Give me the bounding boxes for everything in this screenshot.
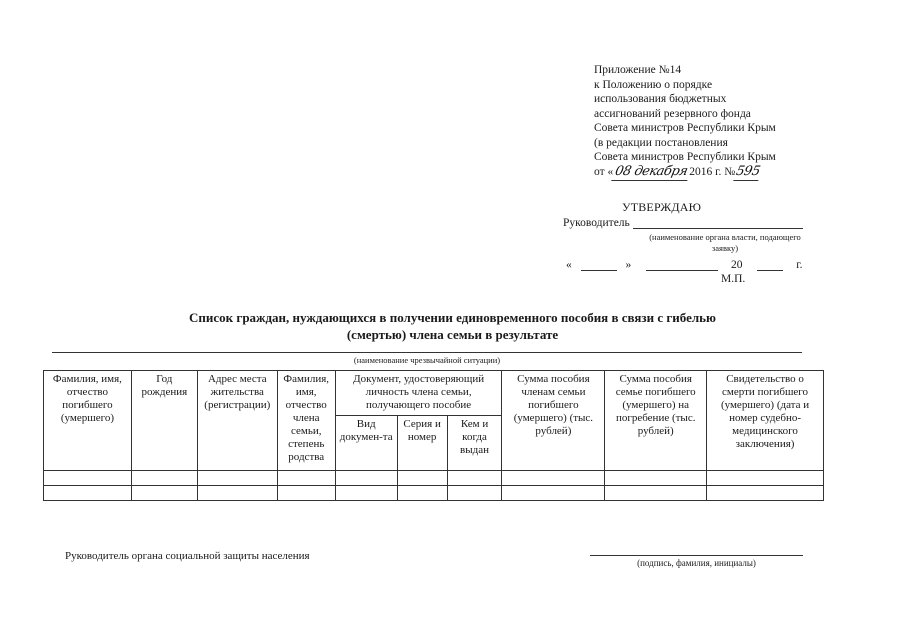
month-blank xyxy=(646,270,718,271)
signature-line xyxy=(590,555,803,556)
table-cell[interactable] xyxy=(605,471,707,486)
header-doc-issued: Кем и когда выдан xyxy=(447,416,502,471)
head-signature-line xyxy=(633,228,803,229)
table-cell[interactable] xyxy=(44,486,132,501)
table-cell[interactable] xyxy=(397,486,447,501)
appendix-line: Совета министров Республики Крым xyxy=(594,122,776,134)
header-birth: Год рождения xyxy=(131,371,197,471)
table-cell[interactable] xyxy=(277,471,335,486)
handwritten-date: 08 декабря xyxy=(612,165,691,181)
appendix-line: Приложение №14 xyxy=(594,64,682,76)
approval-head-row xyxy=(563,217,803,229)
appendix-line: Совета министров Республики Крым xyxy=(594,151,776,163)
table-row xyxy=(44,471,824,486)
header-doc-series: Серия и номер xyxy=(397,416,447,471)
table-cell[interactable] xyxy=(197,486,277,501)
appendix-date-line xyxy=(594,165,776,181)
head-label: Руководитель xyxy=(563,217,630,229)
date-prefix: от « xyxy=(594,165,614,178)
signature-note: (подпись, фамилия, инициалы) xyxy=(637,558,756,568)
table-cell[interactable] xyxy=(335,471,397,486)
appendix-line: к Положению о порядке xyxy=(594,78,713,91)
table-cell[interactable] xyxy=(502,486,605,501)
title-line-1: Список граждан, нуждающихся в получении единовременного пособия в связи с гибелью xyxy=(189,310,716,325)
appendix-line: (в редакции постановления xyxy=(594,136,728,149)
table-cell[interactable] xyxy=(397,471,447,486)
header-member: Фамилия, имя, отчество члена семьи, степень родства xyxy=(277,371,335,471)
table-cell[interactable] xyxy=(131,486,197,501)
table-cell[interactable] xyxy=(447,486,502,501)
table-header-row xyxy=(44,371,824,416)
situation-line xyxy=(52,352,802,353)
appendix-block xyxy=(594,63,776,180)
document-title xyxy=(60,309,845,343)
year-suffix: г. xyxy=(796,259,803,271)
approval-date-row xyxy=(566,259,803,271)
table-cell[interactable] xyxy=(277,486,335,501)
table-cell[interactable] xyxy=(197,471,277,486)
footer-head-label: Руководитель органа социальной защиты населения xyxy=(65,550,310,562)
table-cell[interactable] xyxy=(707,471,824,486)
date-middle: 2016 г. № xyxy=(689,165,736,178)
header-document: Документ, удостоверяющий личность члена семьи, получающего пособие xyxy=(335,371,502,416)
stamp-place: М.П. xyxy=(721,273,746,285)
situation-note: (наименование чрезвычайной ситуации) xyxy=(353,355,501,365)
appendix-line: использования бюджетных xyxy=(594,93,727,105)
table-cell[interactable] xyxy=(335,486,397,501)
date-open-quote: « xyxy=(566,259,572,271)
header-name: Фамилия, имя, отчество погибшего (умершего) xyxy=(44,371,132,471)
table-cell[interactable] xyxy=(447,471,502,486)
header-address: Адрес места жительства (регистрации) xyxy=(197,371,277,471)
title-line-2: (смертью) члена семьи в результате xyxy=(346,327,559,342)
year-blank xyxy=(757,270,783,271)
header-doc-type: Вид докумен-та xyxy=(335,416,397,471)
header-sum-funeral: Сумма пособия семье погибшего (умершего) на погребение (тыс. рублей) xyxy=(605,371,707,471)
header-certificate: Свидетельство о смерти погибшего (умершего) (дата и номер судебно-медицинского заключения) xyxy=(707,371,824,471)
day-blank xyxy=(581,270,617,271)
header-sum-members: Сумма пособия членам семьи погибшего (умершего) (тыс. рублей) xyxy=(502,371,605,471)
table-cell[interactable] xyxy=(502,471,605,486)
appendix-line: ассигнований резервного фонда xyxy=(594,107,751,120)
table-cell[interactable] xyxy=(605,486,707,501)
approval-title: УТВЕРЖДАЮ xyxy=(622,200,702,214)
table-row xyxy=(44,486,824,501)
year-prefix: 20 xyxy=(731,259,743,271)
handwritten-number: 595 xyxy=(734,163,762,179)
org-note: (наименование органа власти, подающего заявку) xyxy=(649,232,801,253)
table-cell[interactable] xyxy=(707,486,824,501)
table-cell[interactable] xyxy=(44,471,132,486)
citizens-table xyxy=(43,370,824,501)
table-cell[interactable] xyxy=(131,471,197,486)
date-close-quote: » xyxy=(625,259,632,271)
